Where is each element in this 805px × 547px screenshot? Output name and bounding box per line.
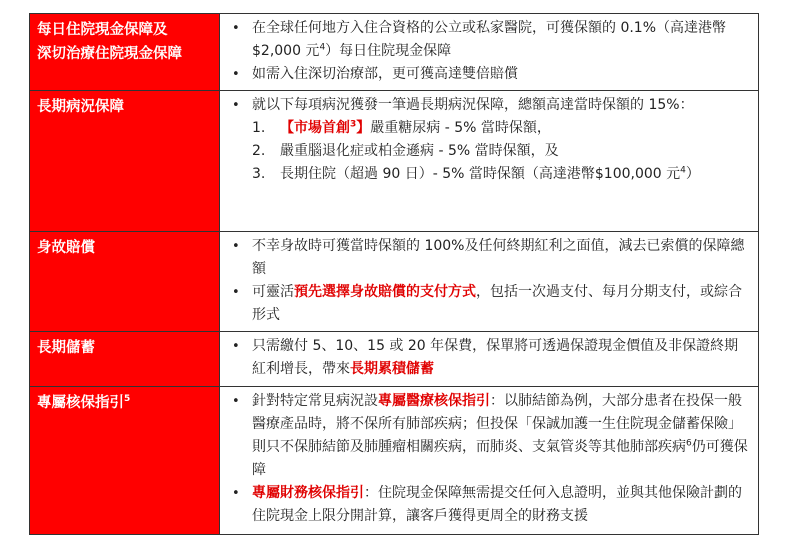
- row-content: [220, 332, 759, 387]
- row-content: [220, 14, 759, 91]
- list-item: • 如需入住深切治療部，更可獲高達雙倍賠償: [220, 63, 750, 86]
- numbered-item: 1. 【市場首創$^3$】嚴重糖尿病 - 5% 當時保額，: [252, 119, 551, 136]
- row-content: [220, 91, 759, 232]
- list-item: • 就以下每項病況獲發一筆過長期病況保障，總額高達當時保額的 15%： 1. 【市場首創$^3$】嚴重糖尿病 - 5% 當時保額， 2. 嚴重腦退化症或柏金遜病 - 5% 當時保額，及 3. 長期住院（超過 90 日）- 5% 當時保額（高達港幣$100,000 元$^4$）: [220, 94, 750, 186]
- row-label: 長期病況保障: [30, 91, 220, 232]
- list-item: • 專屬財務核保指引：住院現金保障無需提交任何入息證明，並與其他保險計劃的住院現金上限分開計算，讓客戶獲得更周全的財務支援: [220, 482, 750, 528]
- table-row: [30, 91, 759, 232]
- row-label-line: 每日住院現金保障及: [37, 22, 168, 38]
- table-row: [30, 332, 759, 387]
- numbered-item: 2. 嚴重腦退化症或柏金遜病 - 5% 當時保額，及: [252, 143, 559, 159]
- benefits-table: [29, 13, 759, 535]
- row-label-line: 深切治療住院現金保障: [37, 46, 182, 62]
- list-item: • 只需繳付 5、10、15 或 20 年保費，保單將可透過保證現金價值及非保證終期紅利增長，帶來長期累積儲蓄: [220, 335, 750, 381]
- row-label: [30, 14, 220, 91]
- table-row: [30, 232, 759, 332]
- row-label: 身故賠償: [30, 232, 220, 332]
- list-item: • 在全球任何地方入住合資格的公立或私家醫院，可獲保額的 0.1%（高達港幣$2,000 元$^4$）每日住院現金保障: [220, 17, 750, 63]
- table-row: [30, 14, 759, 91]
- numbered-item: 3. 長期住院（超過 90 日）- 5% 當時保額（高達港幣$100,000 元$^4$）: [252, 165, 700, 182]
- list-item: • 針對特定常見病況設專屬醫療核保指引：以肺結節為例，大部分患者在投保一般醫療產品時，將不保所有肺部疾病；但投保「保誠加護一生住院現金儲蓄保險」則只不保肺結節及肺腫瘤相關疾病，而肺炎、支氣管炎等其他肺部疾病$^6$仍可獲保障: [220, 390, 750, 482]
- row-content: [220, 387, 759, 535]
- row-label: 專屬核保指引$^5$: [30, 387, 220, 535]
- row-content: [220, 232, 759, 332]
- list-item: • 可靈活預先選擇身故賠償的支付方式，包括一次過支付、每月分期支付，或綜合形式: [220, 281, 750, 327]
- table-row: [30, 387, 759, 535]
- row-label: 長期儲蓄: [30, 332, 220, 387]
- list-item: • 不幸身故時可獲當時保額的 100%及任何終期紅利之面值，減去已索償的保障總額: [220, 235, 750, 281]
